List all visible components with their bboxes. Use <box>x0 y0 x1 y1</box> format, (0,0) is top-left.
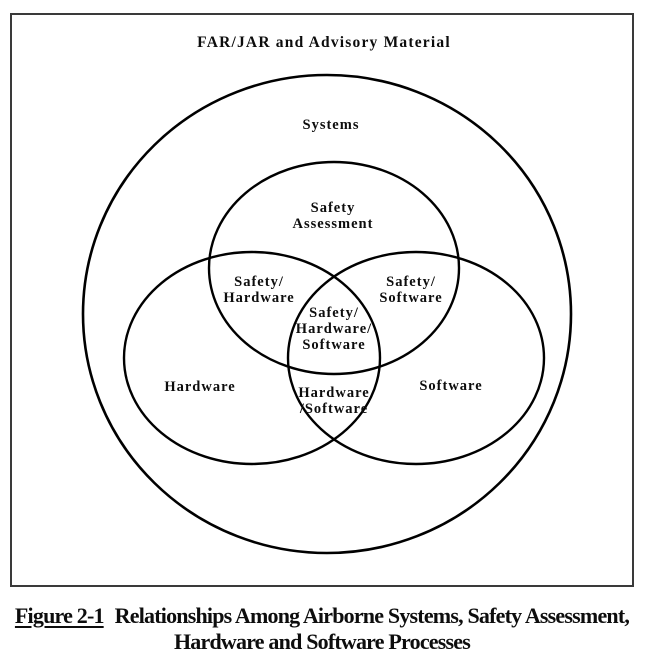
safety-assessment-label: Assessment <box>292 216 374 232</box>
safety-hardware-label: Hardware <box>223 290 295 306</box>
safety-hardware-software-label: Safety/ <box>309 305 359 321</box>
software-label: Software <box>419 378 483 394</box>
figure-caption <box>10 603 634 655</box>
figure-number: Figure 2-1 <box>14 603 104 628</box>
hardware-label: Hardware <box>164 379 236 395</box>
safety-hardware-label: Safety/ <box>234 274 284 290</box>
figure-caption-line1 <box>10 603 634 629</box>
safety-hardware-software-label: Software <box>302 337 366 353</box>
hardware-software-label: Hardware <box>298 385 370 401</box>
safety-hardware-software-label: Hardware/ <box>295 321 373 337</box>
figure-caption-line2: Hardware and Software Processes <box>174 629 470 654</box>
hardware-software-label: /Software <box>299 401 369 417</box>
safety-software-label: Safety/ <box>386 274 436 290</box>
systems-label: Systems <box>302 117 360 133</box>
safety-assessment-label: Safety <box>310 200 356 216</box>
safety-software-label: Software <box>379 290 443 306</box>
figure-caption-text: Relationships Among Airborne Systems, Safety Assessment, <box>114 603 630 628</box>
figure-border <box>11 14 633 586</box>
farjar-title-label: FAR/JAR and Advisory Material <box>197 34 451 51</box>
